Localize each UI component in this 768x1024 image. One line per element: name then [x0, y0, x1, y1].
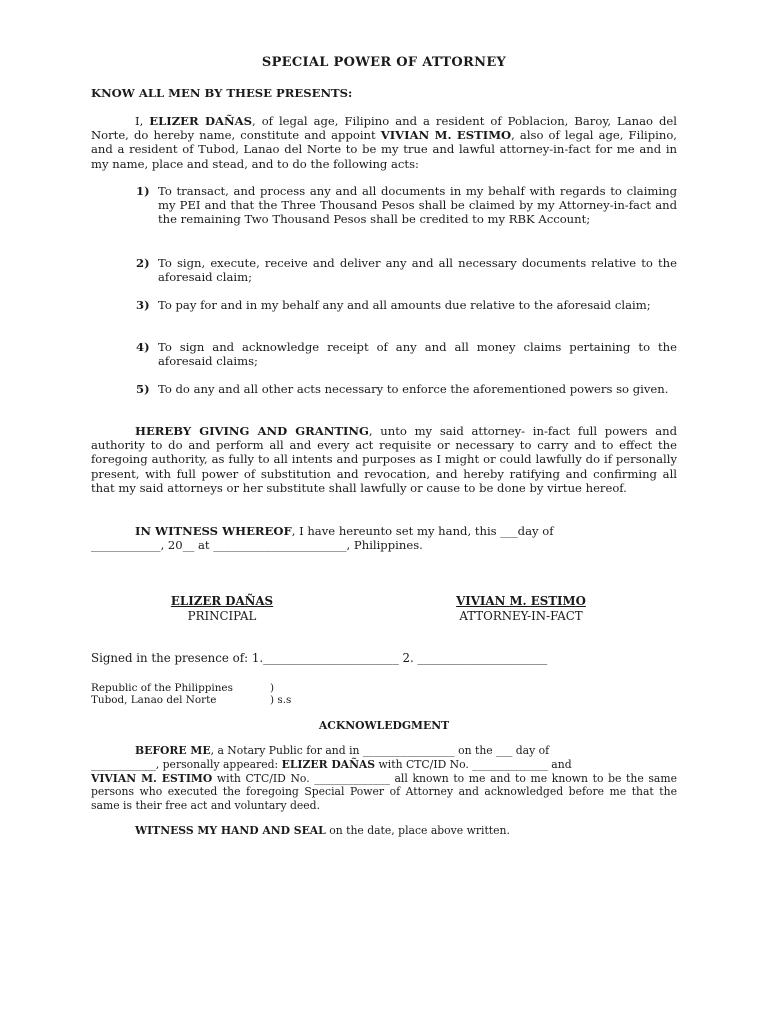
acknowledgment-paragraph: BEFORE ME, a Notary Public for and in _________________ on the ___ day of	[135, 744, 550, 757]
venue-place: Tubod, Lanao del Norte	[91, 694, 217, 706]
acknowledgment-continued: ____________, personally appeared: ELIZER DAÑAS with CTC/ID No. ______________ and VIVIAN M. ESTIMO with CTC/ID No. ______________ all known to me and to me known to be the same persons who executed the foregoing Special Power of Attorney and acknowledged before me that the same is their free act and voluntary deed.	[91, 758, 677, 812]
act-item-1: 1) To transact, and process any and all documents in my behalf with regards to claiming my PEI and that the Three Thousand Pesos shall be claimed by my Attorney-in-fact and the remaining Two Thousand Pesos shall be credited to my RBK Account;	[136, 184, 677, 227]
venue-mark-2: ) s.s	[270, 694, 292, 706]
witness-signatures-line: Signed in the presence of: 1._______________________ 2. ______________________	[91, 651, 548, 665]
attorney-signature-block	[440, 594, 602, 624]
acknowledgment-title: ACKNOWLEDGMENT	[318, 719, 450, 732]
act-item-5: 5) To do any and all other acts necessary to enforce the aforementioned powers so given.	[136, 382, 669, 396]
act-item-4: 4) To sign and acknowledge receipt of any and all money claims pertaining to the aforesaid claims;	[136, 340, 677, 369]
closing-paragraph: WITNESS MY HAND AND SEAL on the date, place above written.	[135, 824, 510, 837]
witness-date-line: ____________, 20__ at _______________________, Philippines.	[91, 538, 423, 552]
witness-paragraph: IN WITNESS WHEREOF, I have hereunto set my hand, this ___day of	[135, 524, 554, 538]
granting-paragraph: HEREBY GIVING AND GRANTING, unto my said attorney- in-fact full powers and authority to do and perform all and every act requisite or necessary to carry and to effect the foregoing authority, as fully to all intents and purposes as I might or could lawfully do if personally present, with full power of substitution and revocation, and hereby ratifying and confirming all that my said attorneys or her substitute shall lawfully or cause to be done by virtue hereof.	[91, 424, 677, 495]
venue-mark-1: )	[270, 682, 275, 694]
ack-principal-name: ELIZER DAÑAS	[281, 758, 376, 771]
principal-name: ELIZER DAÑAS	[149, 114, 252, 128]
principal-signature-name: ELIZER DAÑAS	[170, 594, 274, 608]
attorney-name: VIVIAN M. ESTIMO	[380, 128, 512, 143]
ack-attorney-name: VIVIAN M. ESTIMO	[91, 771, 213, 785]
act-item-3: 3) To pay for and in my behalf any and all amounts due relative to the aforesaid claim;	[136, 298, 651, 312]
attorney-signature-name: VIVIAN M. ESTIMO	[456, 594, 586, 608]
principal-role: PRINCIPAL	[187, 609, 257, 623]
know-all-heading: KNOW ALL MEN BY THESE PRESENTS:	[91, 86, 353, 100]
document-title: SPECIAL POWER OF ATTORNEY	[261, 55, 507, 70]
principal-signature-block	[140, 594, 304, 624]
act-item-2: 2) To sign, execute, receive and deliver any and all necessary documents relative to the aforesaid claim;	[136, 256, 677, 285]
intro-paragraph: I, ELIZER DAÑAS, of legal age, Filipino and a resident of Poblacion, Baroy, Lanao del Norte, do hereby name, constitute and appoint VIVIAN M. ESTIMO, also of legal age, Filipino, and a resident of Tubod, Lanao del Norte to be my true and lawful attorney-in-fact for me and in my name, place and stead, and to do the following acts:	[91, 114, 677, 171]
venue-country: Republic of the Philippines	[91, 682, 233, 694]
attorney-role: ATTORNEY-IN-FACT	[459, 609, 583, 623]
